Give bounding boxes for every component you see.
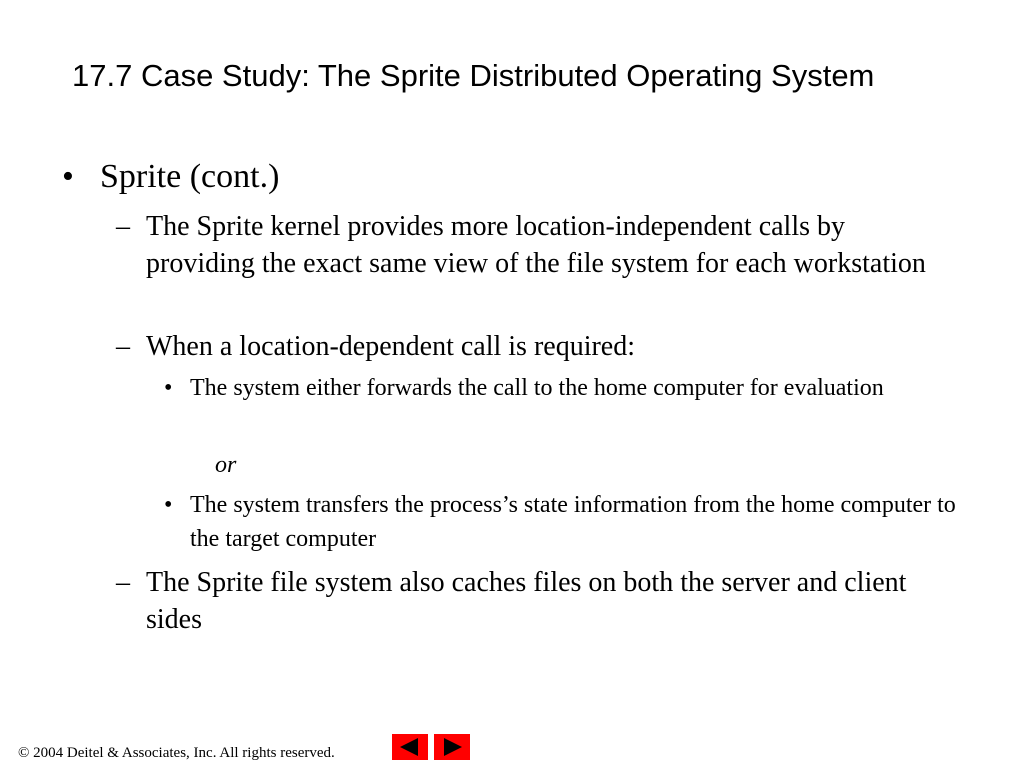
bullet-sprite-cont	[62, 157, 279, 197]
subpoint-kernel	[116, 208, 936, 282]
connector-or: or	[215, 452, 237, 478]
subpoint-text: When a location-dependent call is required:	[146, 331, 636, 362]
option-transfer-state	[164, 488, 964, 556]
option-forward-call	[164, 371, 964, 405]
dash-marker: –	[116, 331, 130, 362]
option-text: The system either forwards the call to the home computer for evaluation	[190, 375, 884, 401]
small-bullet-dot: •	[164, 492, 173, 518]
bullet-heading: Sprite (cont.)	[100, 158, 280, 195]
bullet-dot: •	[62, 158, 74, 195]
copyright-footer: © 2004 Deitel & Associates, Inc. All rights reserved.	[18, 745, 335, 761]
small-bullet-dot: •	[164, 375, 173, 401]
dash-marker: –	[116, 567, 130, 598]
option-text: The system transfers the process’s state information from the home computer to the target computer	[190, 492, 956, 552]
subpoint-text: The Sprite file system also caches files on both the server and client sides	[146, 567, 907, 635]
next-slide-button[interactable]	[434, 734, 470, 760]
dash-marker: –	[116, 211, 130, 242]
slide-title: 17.7 Case Study: The Sprite Distributed Operating System	[72, 58, 875, 93]
subpoint-file-caching	[116, 564, 936, 638]
subpoint-text: The Sprite kernel provides more location-independent calls by providing the exact same view of the file system for each workstation	[146, 211, 926, 279]
right-arrow-icon	[434, 734, 470, 760]
previous-slide-button[interactable]	[392, 734, 428, 760]
left-arrow-icon	[392, 734, 428, 760]
subpoint-location-dependent	[116, 328, 936, 365]
